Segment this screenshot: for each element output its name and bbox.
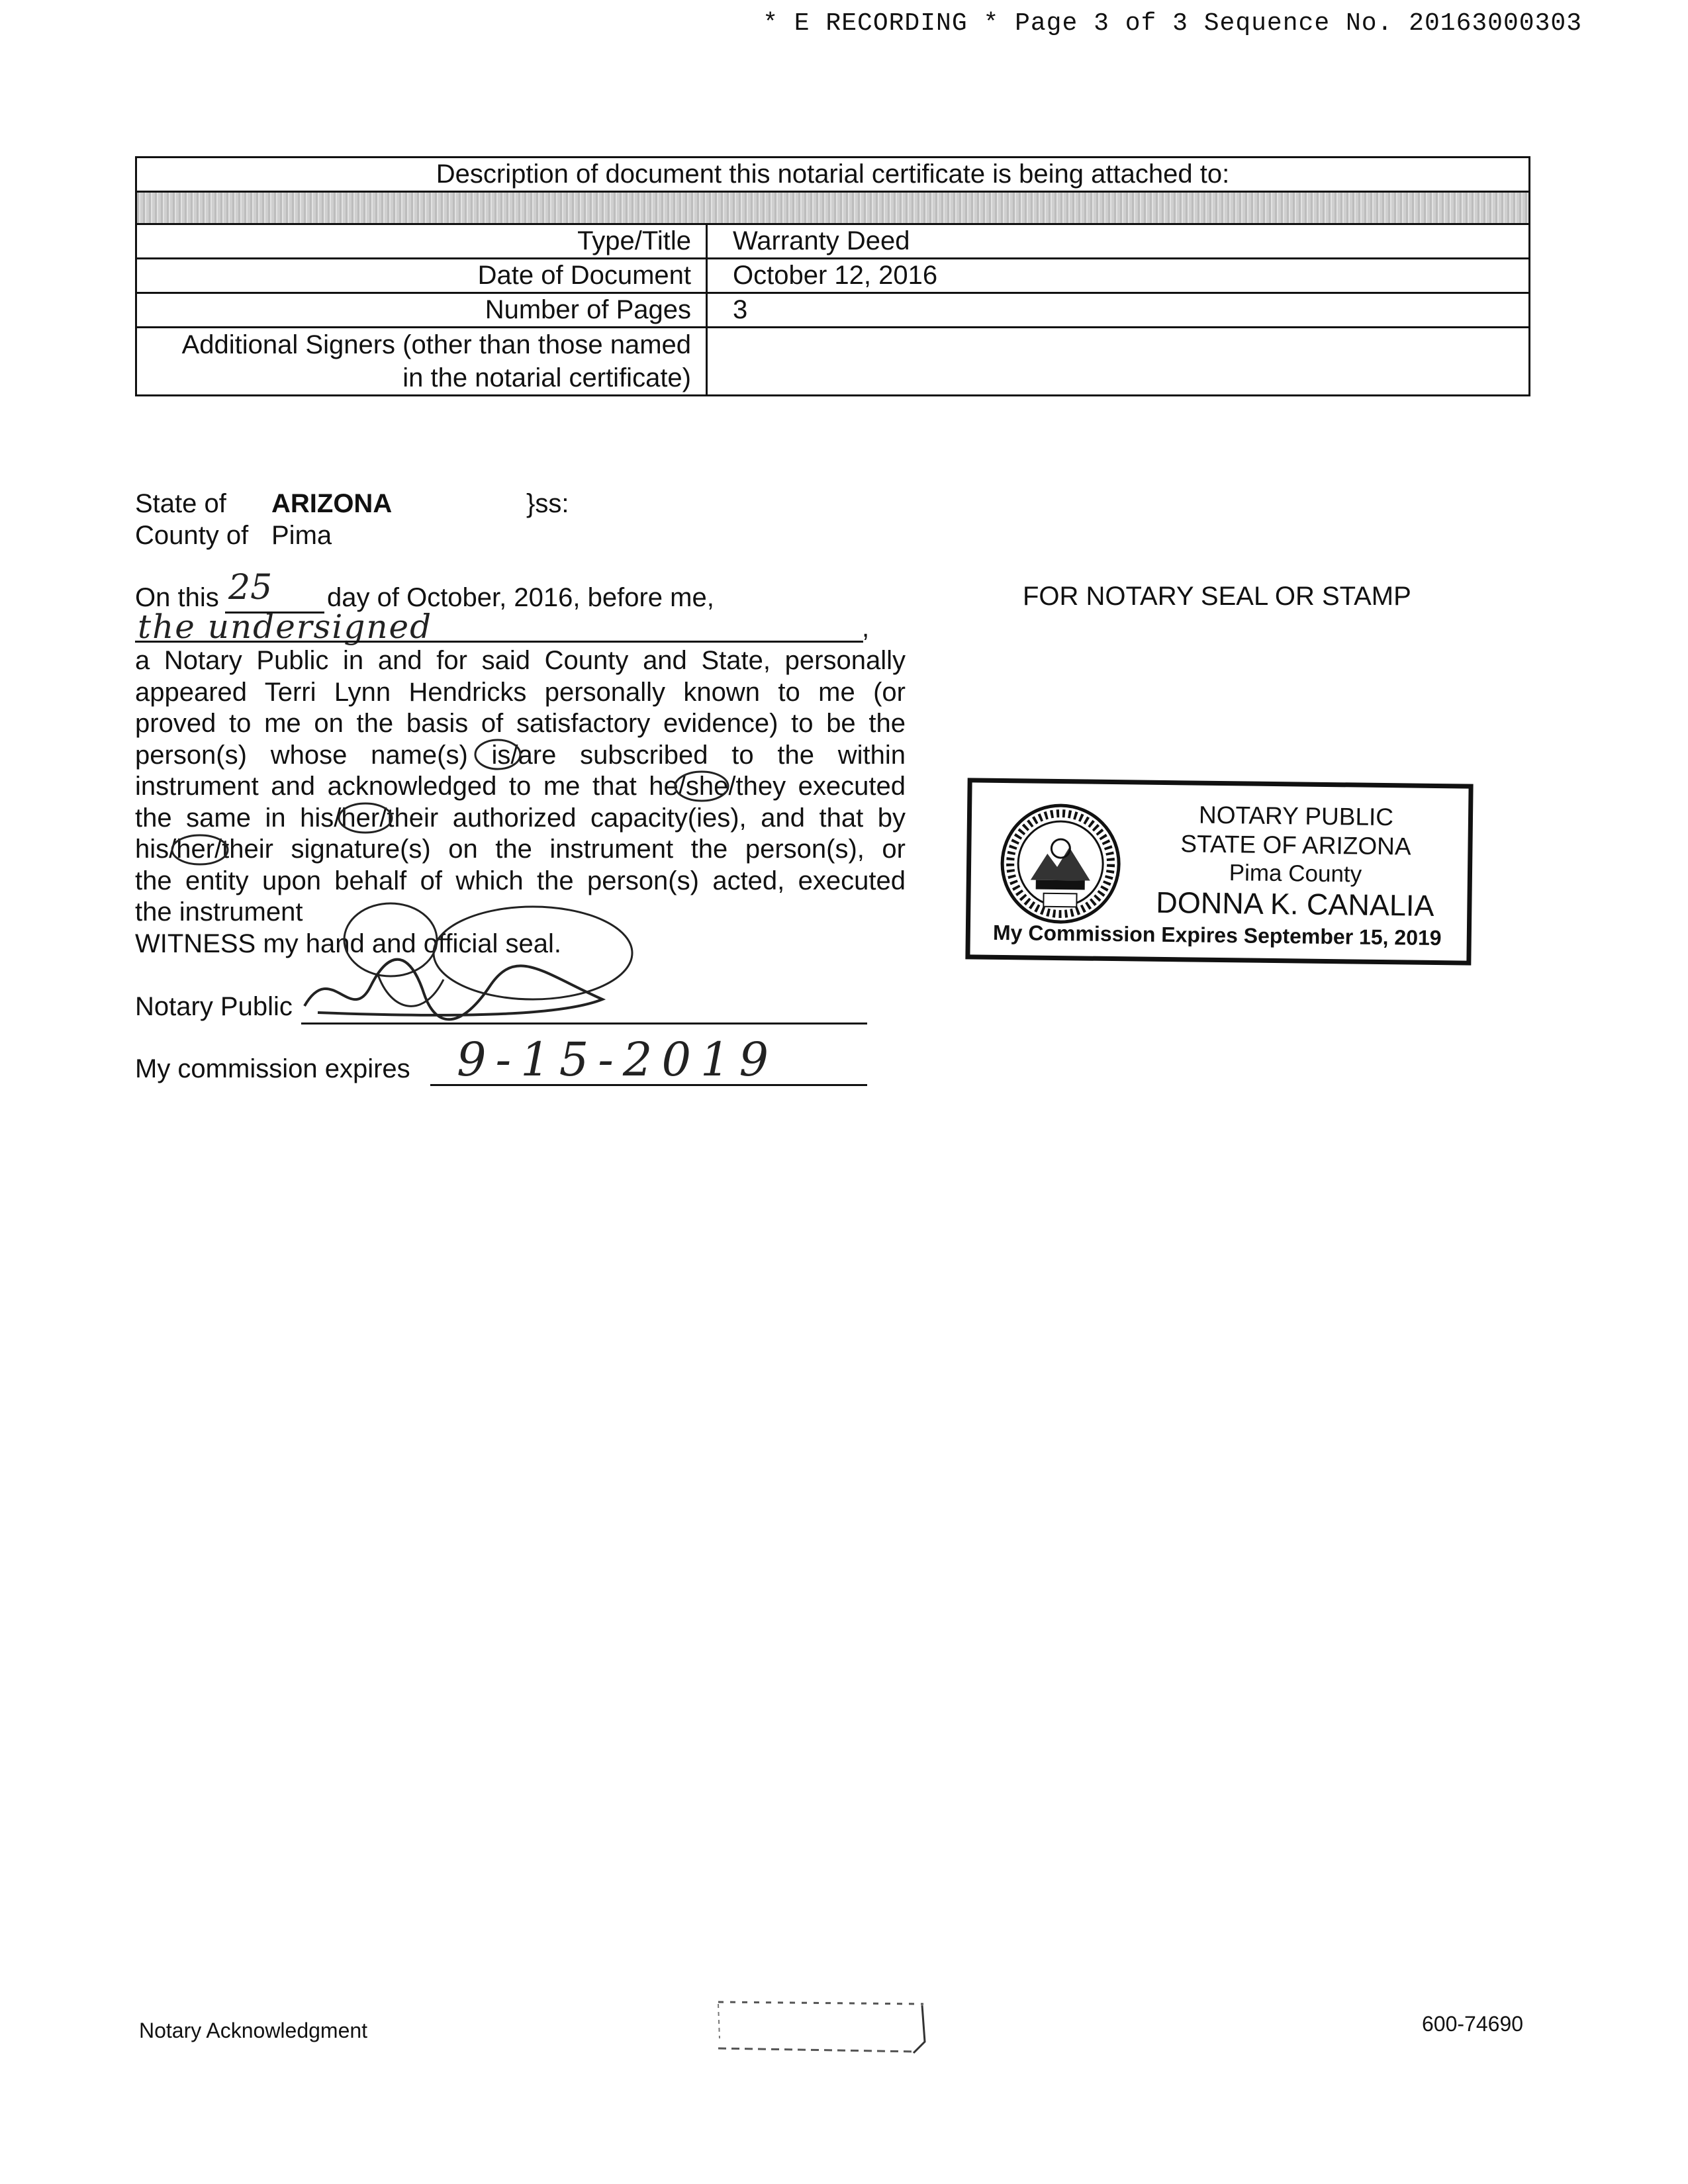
notary-signature: [291, 946, 635, 1032]
scan-bracket-mark: [712, 1992, 937, 2058]
state-value: ARIZONA: [271, 489, 393, 518]
witness-line: WITNESS my hand and official seal.: [135, 929, 561, 958]
day-month-year-text: day of October, 2016, before me,: [327, 583, 714, 612]
commission-date-line: [430, 1084, 867, 1086]
commission-date-handwritten: 9-15-2019: [457, 1032, 778, 1087]
notary-stamp: [965, 778, 1473, 965]
stamp-line-3: Pima County: [1229, 860, 1362, 887]
ack-line-2: appeared Terri Lynn Hendricks personally known to me (or: [135, 677, 906, 707]
stamp-notary-name: DONNA K. CANALIA: [1156, 885, 1434, 923]
stamp-commission-expires: My Commission Expires September 15, 2019: [992, 920, 1442, 950]
description-heading: Description of document this notarial certificate is being attached to:: [136, 158, 1530, 192]
recording-header: * E RECORDING * Page 3 of 3 Sequence No. 20163000303: [763, 9, 1582, 38]
ack-line-7: his/her/their signature(s) on the instrument the person(s), or: [135, 835, 906, 864]
page-count-label: Number of Pages: [136, 293, 707, 328]
state-label: State of: [135, 489, 226, 518]
before-me-handwritten: the undersigned: [138, 608, 433, 646]
ack-line-1: a Notary Public in and for said County and State, personally: [135, 646, 906, 675]
notary-signature-line: [301, 1023, 867, 1024]
ack-line-6: the same in his/her/their authorized capacity(ies), and that by: [135, 803, 906, 833]
comma: ,: [862, 614, 870, 643]
stamp-line-2: STATE OF ARIZONA: [1180, 830, 1411, 860]
ack-line-8: the entity upon behalf of which the person(s) acted, executed: [135, 866, 906, 895]
page-count-value: 3: [707, 293, 1530, 328]
commission-expires-label: My commission expires: [135, 1054, 410, 1083]
stamp-line-1: NOTARY PUBLIC: [1198, 801, 1394, 831]
additional-signers-label-line1: Additional Signers (other than those named: [181, 330, 691, 359]
type-title-label: Type/Title: [136, 224, 707, 259]
document-date-label: Date of Document: [136, 259, 707, 293]
county-value: Pima: [271, 521, 332, 550]
notary-public-label: Notary Public: [135, 992, 293, 1021]
county-label: County of: [135, 521, 249, 550]
day-handwritten: 25: [228, 568, 273, 608]
circle-her-mark-1: [339, 803, 392, 833]
circle-her-mark-2: [172, 835, 228, 864]
type-title-value: Warranty Deed: [707, 224, 1530, 259]
arizona-seal-icon: [997, 800, 1124, 927]
circle-she-mark: [675, 772, 728, 801]
document-date-value: October 12, 2016: [707, 259, 1530, 293]
ack-line-4: person(s) whose name(s) is/are subscribed to the within: [135, 740, 906, 770]
circle-is-mark: [475, 740, 520, 769]
additional-signers-label-line2: in the notarial certificate): [402, 363, 691, 392]
ack-line-3: proved to me on the basis of satisfactory evidence) to be the: [135, 709, 906, 738]
footer-right: 600-74690: [1422, 2012, 1524, 2036]
seal-area-label: FOR NOTARY SEAL OR STAMP: [1023, 582, 1411, 611]
on-this-label: On this: [135, 583, 219, 612]
ss-mark: }ss:: [526, 489, 569, 518]
footer-left: Notary Acknowledgment: [139, 2019, 368, 2042]
ack-line-5: instrument and acknowledged to me that he/she/they executed: [135, 772, 906, 801]
ack-line-9: the instrument: [135, 897, 303, 927]
